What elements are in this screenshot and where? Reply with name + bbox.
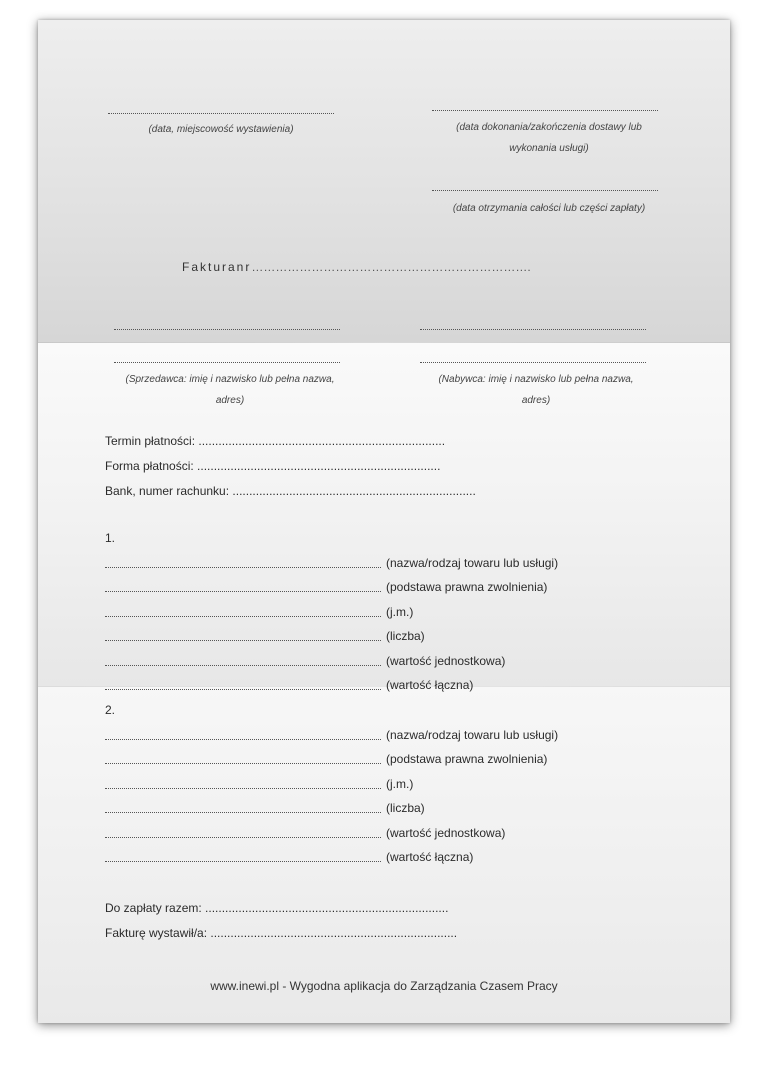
- item-field: (liczba): [105, 629, 381, 645]
- payment-term: Termin płatności: ..........................................................................: [105, 434, 446, 448]
- item-field: (wartość jednostkowa): [105, 826, 381, 842]
- bank-account: Bank, numer rachunku: .........................................................................: [105, 484, 476, 498]
- item-field: (podstawa prawna zwolnienia): [105, 752, 381, 768]
- delivery-date-line: [432, 110, 658, 111]
- item-number: 2.: [105, 703, 116, 717]
- payment-form: Forma płatności: .........................................................................: [105, 459, 441, 473]
- buyer-line: [420, 362, 646, 363]
- item-field: (nazwa/rodzaj towaru lub usługi): [105, 728, 381, 744]
- footer-text: www.inewi.pl - Wygodna aplikacja do Zarządzania Czasem Pracy: [210, 979, 558, 993]
- invoice-title: Fakturanr…………………………………………………………….: [182, 260, 531, 274]
- buyer-caption: (Nabywca: imię i nazwisko lub pełna nazwa, adres): [438, 374, 634, 406]
- item-field: (j.m.): [105, 605, 381, 621]
- issued-by: Fakturę wystawił/a: ..........................................................................: [105, 926, 458, 940]
- item-number: 1.: [105, 531, 116, 545]
- sheet-fold-top: [38, 20, 730, 342]
- seller-line: [114, 362, 340, 363]
- payment-date-caption: (data otrzymania całości lub części zapłaty): [452, 203, 646, 214]
- buyer-line: [420, 329, 646, 330]
- item-field: (podstawa prawna zwolnienia): [105, 580, 381, 596]
- item-field: (wartość jednostkowa): [105, 654, 381, 670]
- item-field: (wartość łączna): [105, 850, 381, 866]
- delivery-date-caption: (data dokonania/zakończenia dostawy lub wykonania usługi): [456, 122, 642, 154]
- item-field: (j.m.): [105, 777, 381, 793]
- invoice-number-field: …………………………………………………………….: [251, 260, 531, 274]
- issue-date-caption: (data, miejscowość wystawienia): [148, 124, 294, 135]
- item-field: (wartość łączna): [105, 678, 381, 694]
- item-field: (nazwa/rodzaj towaru lub usługi): [105, 556, 381, 572]
- payment-date-line: [432, 190, 658, 191]
- seller-caption: (Sprzedawca: imię i nazwisko lub pełna nazwa, adres): [125, 374, 335, 406]
- total-due: Do zapłaty razem: .........................................................................: [105, 901, 449, 915]
- issue-date-line: [108, 113, 334, 114]
- fold-crease: [38, 342, 730, 343]
- item-field: (liczba): [105, 801, 381, 817]
- seller-line: [114, 329, 340, 330]
